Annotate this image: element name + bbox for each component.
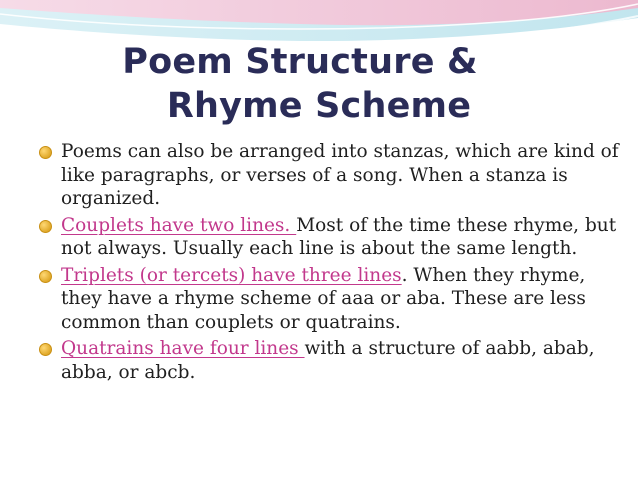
bullet-highlight-link[interactable]: Triplets (or tercets) have three lines xyxy=(61,264,402,286)
bullet-dot-icon xyxy=(39,220,52,233)
bullet-item xyxy=(36,140,626,211)
bullet-list xyxy=(36,140,626,387)
slide-title-line-2: Rhyme Scheme xyxy=(166,86,472,126)
bullet-text: with a structure of aabb, abab, abba, or abcb. xyxy=(61,338,595,383)
bullet-item xyxy=(36,214,626,261)
bullet-dot-icon xyxy=(39,343,52,356)
bullet-text: Most of the time these rhyme, but not always. Usually each line is about the same length. xyxy=(61,214,617,259)
bullet-item xyxy=(36,264,626,335)
bullet-dot-icon xyxy=(39,270,52,283)
bullet-highlight-link[interactable]: Quatrains have four lines xyxy=(61,338,305,359)
bullet-text: Poems can also be arranged into stanzas, which are kind of like paragraphs, or verses of a song. When a stanza is organized. xyxy=(61,141,619,209)
slide-title-line-1: Poem Structure & xyxy=(122,42,478,82)
bullet-item xyxy=(36,337,626,384)
bullet-highlight-link[interactable]: Couplets have two lines. xyxy=(61,214,297,236)
bullet-dot-icon xyxy=(39,146,52,159)
slide-title xyxy=(0,40,638,128)
bullet-text: . When they rhyme, they have a rhyme scheme of aaa or aba. These are less common than couplets or quatrains. xyxy=(61,264,586,333)
